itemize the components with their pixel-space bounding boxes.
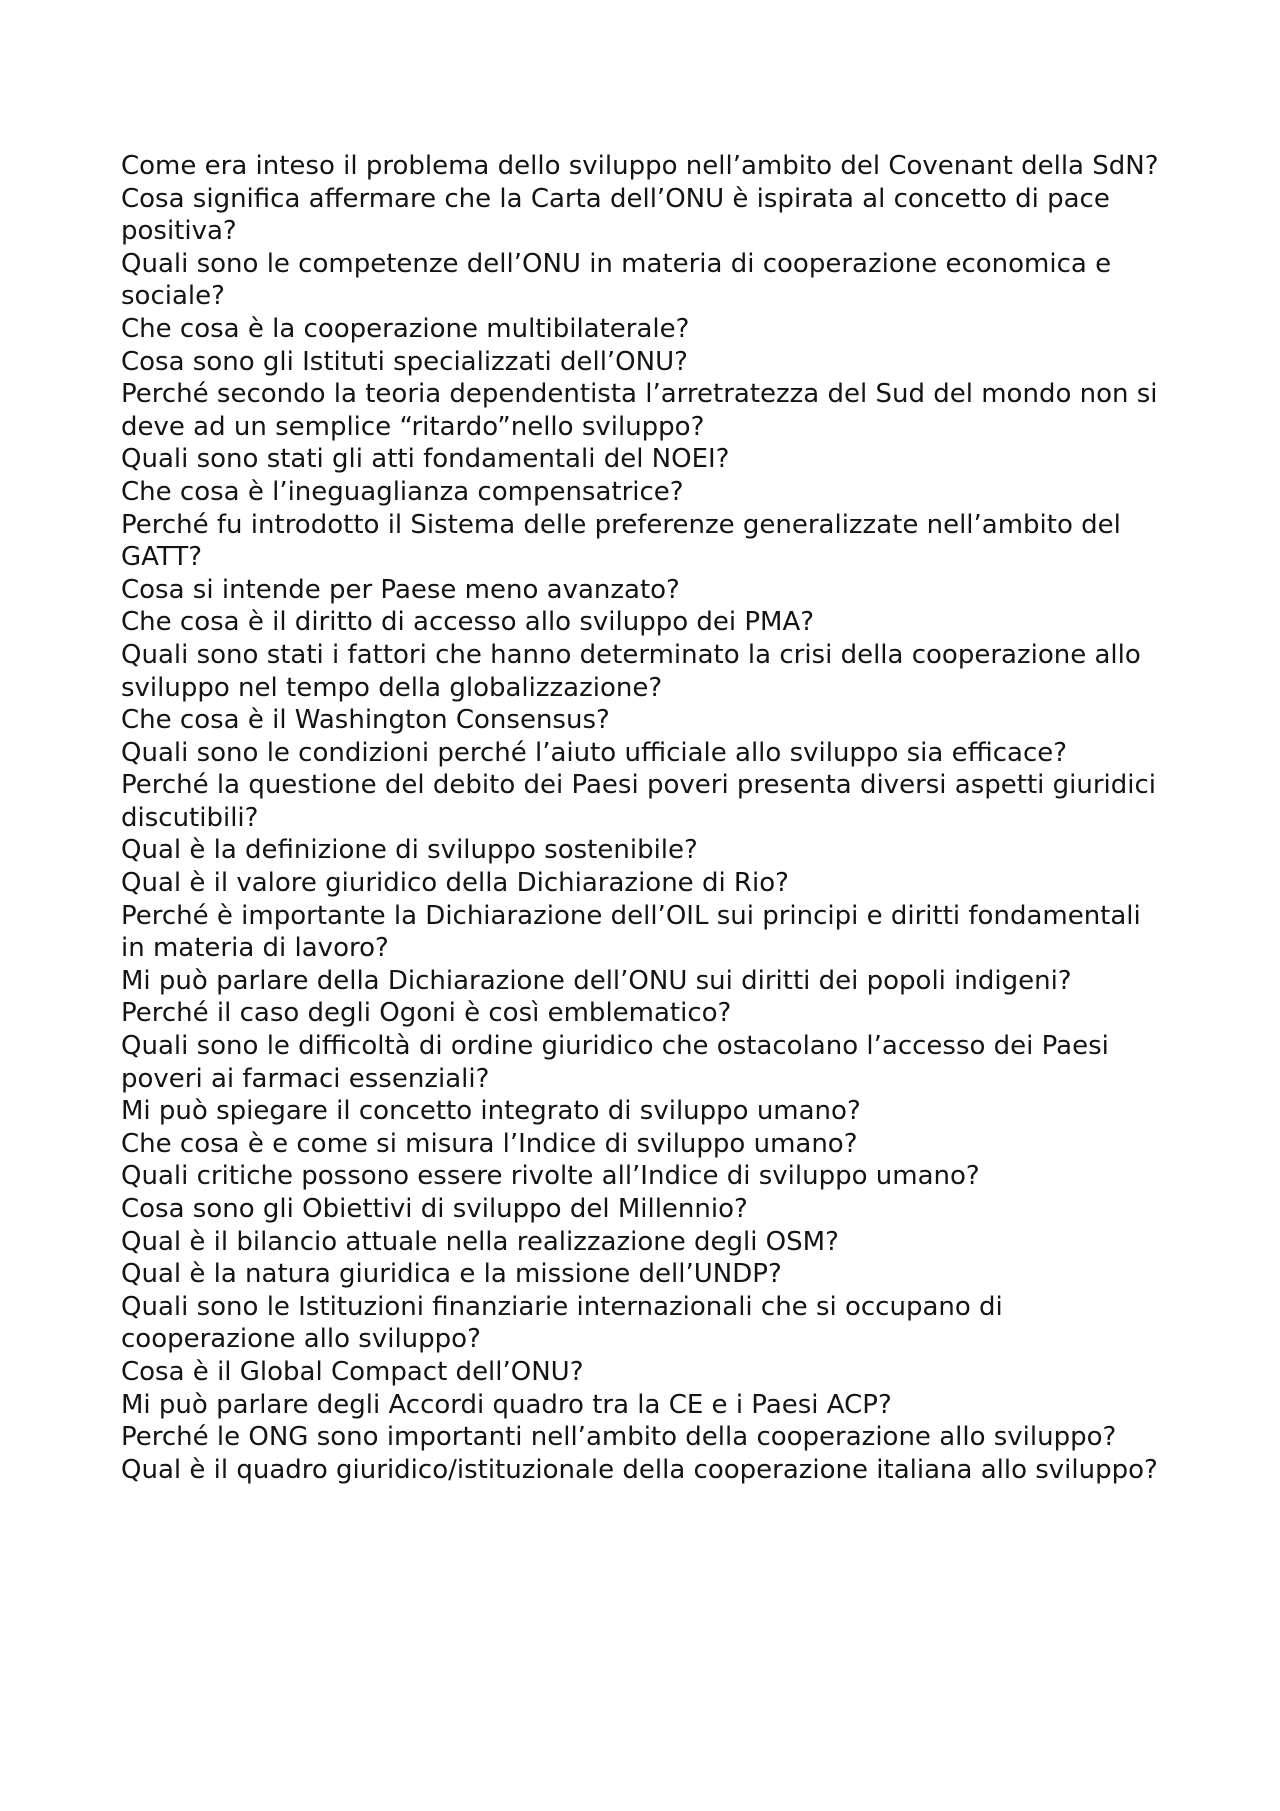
question-list: [121, 150, 1171, 1486]
question-item: Cosa sono gli Istituti specializzati dell’ONU?: [121, 346, 688, 377]
question-item: Che cosa è e come si misura l’Indice di sviluppo umano?: [121, 1128, 858, 1159]
question-item: Perché le ONG sono importanti nell’ambito della cooperazione allo sviluppo?: [121, 1422, 1117, 1453]
question-item: Cosa sono gli Obiettivi di sviluppo del Millennio?: [121, 1194, 748, 1224]
question-item: Quali sono stati gli atti fondamentali del NOEI?: [121, 444, 730, 475]
question-item: Quali sono le Istituzioni finanziarie internazionali che si occupano di cooperazione allo sviluppo?: [121, 1291, 1003, 1355]
question-item: Perché il caso degli Ogoni è così emblematico?: [121, 998, 732, 1029]
question-item: Che cosa è la cooperazione multibilaterale?: [121, 313, 690, 344]
question-item: Che cosa è l’ineguaglianza compensatrice?: [121, 476, 684, 507]
question-item: Mi può spiegare il concetto integrato di sviluppo umano?: [121, 1096, 861, 1127]
question-item: Mi può parlare della Dichiarazione dell’ONU sui diritti dei popoli indigeni?: [121, 965, 1072, 996]
question-item: Quali sono stati i fattori che hanno determinato la crisi della cooperazione allo sviluppo nel tempo della globalizzazione?: [121, 639, 1141, 703]
question-item: Quali critiche possono essere rivolte all’Indice di sviluppo umano?: [121, 1161, 980, 1192]
question-item: Che cosa è il Washington Consensus?: [121, 705, 610, 736]
question-item: Cosa significa affermare che la Carta dell’ONU è ispirata al concetto di pace positiva?: [121, 183, 1110, 247]
question-item: Che cosa è il diritto di accesso allo sviluppo dei PMA?: [121, 607, 815, 638]
question-item: Qual è la definizione di sviluppo sostenibile?: [121, 835, 698, 866]
question-item: Cosa è il Global Compact dell’ONU?: [121, 1356, 584, 1387]
question-item: Perché secondo la teoria dependentista l’arretratezza del Sud del mondo non si deve ad un semplice “ritardo”nello sviluppo?: [121, 379, 1158, 442]
question-item: Qual è la natura giuridica e la missione dell’UNDP?: [121, 1259, 782, 1290]
question-item: Qual è il quadro giuridico/istituzionale della cooperazione italiana allo sviluppo?: [121, 1454, 1158, 1485]
question-item: Come era inteso il problema dello sviluppo nell’ambito del Covenant della SdN?: [121, 151, 1159, 181]
question-item: Quali sono le difficoltà di ordine giuridico che ostacolano l’accesso dei Paesi poveri ai farmaci essenziali?: [121, 1031, 1109, 1094]
question-item: Perché fu introdotto il Sistema delle preferenze generalizzate nell’ambito del GATT?: [121, 509, 1121, 573]
question-item: Mi può parlare degli Accordi quadro tra la CE e i Paesi ACP?: [121, 1389, 892, 1420]
question-item: Quali sono le competenze dell’ONU in materia di cooperazione economica e sociale?: [121, 248, 1112, 312]
question-item: Quali sono le condizioni perché l’aiuto ufficiale allo sviluppo sia efficace?: [121, 737, 1068, 768]
question-item: Qual è il valore giuridico della Dichiarazione di Rio?: [121, 868, 789, 899]
question-item: Qual è il bilancio attuale nella realizzazione degli OSM?: [121, 1226, 839, 1257]
question-item: Cosa si intende per Paese meno avanzato?: [121, 574, 680, 605]
question-item: Perché la questione del debito dei Paesi poveri presenta diversi aspetti giuridici discutibili?: [121, 770, 1157, 833]
question-item: Perché è importante la Dichiarazione dell’OIL sui principi e diritti fondamentali in materia di lavoro?: [121, 900, 1141, 964]
